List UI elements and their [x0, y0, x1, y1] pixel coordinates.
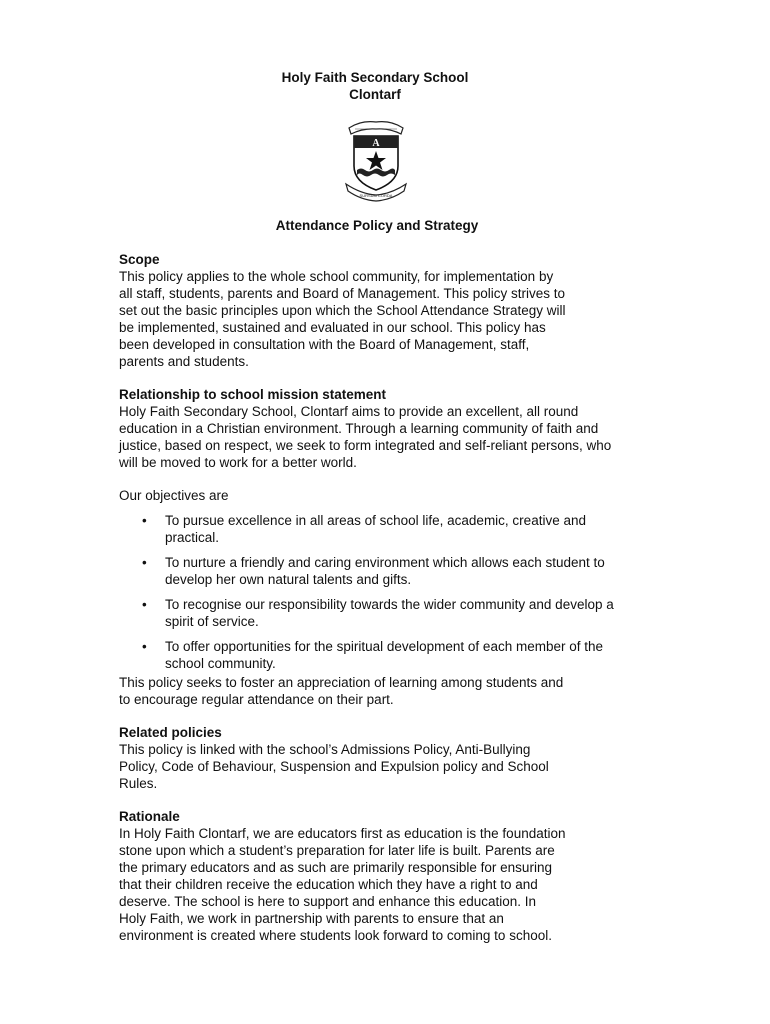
text-line: parents and students. — [119, 354, 249, 369]
text-line: all staff, students, parents and Board of Management. This policy strives to — [119, 286, 565, 301]
closing-paragraph — [119, 674, 699, 708]
objectives-intro: Our objectives are — [119, 488, 229, 503]
text-line: Rules. — [119, 776, 158, 791]
text-line: to encourage regular attendance on their part. — [119, 692, 394, 707]
text-line: deserve. The school is here to support and enhance this education. In — [119, 894, 537, 909]
text-line: that their children receive the education which they have a right to and — [119, 877, 538, 892]
bullet-icon: • — [142, 639, 147, 654]
section-heading-mission: Relationship to school mission statement — [119, 387, 387, 402]
bullet-icon: • — [142, 555, 147, 570]
text-line: This policy is linked with the school’s Admissions Policy, Anti-Bullying — [119, 742, 531, 757]
objectives-list — [119, 512, 699, 672]
text-line: develop her own natural talents and gifts. — [165, 572, 412, 587]
text-line: spirit of service. — [165, 614, 259, 629]
section-heading-related-policies: Related policies — [119, 725, 222, 740]
text-line: To recognise our responsibility towards the wider community and develop a — [165, 597, 614, 612]
text-line: To nurture a friendly and caring environment which allows each student to — [165, 555, 605, 570]
bullet-icon: • — [142, 513, 147, 528]
svg-text:A: A — [372, 138, 380, 149]
text-line: Holy Faith Secondary School, Clontarf aims to provide an excellent, all round — [119, 404, 579, 419]
mission-paragraph — [119, 403, 699, 471]
rationale-paragraph — [119, 825, 699, 944]
text-line: the primary educators and as such are primarily responsible for ensuring — [119, 860, 552, 875]
list-item — [119, 638, 699, 672]
text-line: In Holy Faith Clontarf, we are educators first as education is the foundation — [119, 826, 566, 841]
text-line: will be moved to work for a better world. — [119, 455, 357, 470]
text-line: education in a Christian environment. Through a learning community of faith and — [119, 421, 599, 436]
list-item — [119, 554, 699, 588]
text-line: stone upon which a student’s preparation for later life is built. Parents are — [119, 843, 555, 858]
text-line: practical. — [165, 530, 220, 545]
text-line: Policy, Code of Behaviour, Suspension and Expulsion policy and School — [119, 759, 549, 774]
text-line: To offer opportunities for the spiritual development of each member of the — [165, 639, 603, 654]
related-policies-paragraph — [119, 741, 699, 792]
text-line: This policy applies to the whole school community, for implementation by — [119, 269, 554, 284]
text-line: This policy seeks to foster an appreciation of learning among students and — [119, 675, 564, 690]
text-line: To pursue excellence in all areas of school life, academic, creative and — [165, 513, 586, 528]
text-line: set out the basic principles upon which the School Attendance Strategy will — [119, 303, 566, 318]
bullet-icon: • — [142, 597, 147, 612]
text-line: be implemented, sustained and evaluated in our school. This policy has — [119, 320, 546, 335]
school-town: Clontarf — [349, 87, 401, 102]
svg-text:SURSUM CORDA: SURSUM CORDA — [359, 193, 393, 198]
scope-paragraph — [119, 268, 699, 370]
text-line: Holy Faith, we work in partnership with parents to ensure that an — [119, 911, 504, 926]
text-line: environment is created where students look forward to coming to school. — [119, 928, 552, 943]
text-line: school community. — [165, 656, 276, 671]
section-heading-rationale: Rationale — [119, 809, 180, 824]
list-item — [119, 596, 699, 630]
section-heading-scope: Scope — [119, 252, 160, 267]
school-crest-logo — [341, 118, 411, 202]
text-line: justice, based on respect, we seek to form integrated and self-reliant persons, who — [119, 438, 612, 453]
document-title: Attendance Policy and Strategy — [275, 218, 479, 233]
document-body — [119, 251, 699, 944]
text-line: been developed in consultation with the Board of Management, staff, — [119, 337, 530, 352]
list-item — [119, 512, 699, 546]
school-name: Holy Faith Secondary School — [281, 70, 469, 85]
